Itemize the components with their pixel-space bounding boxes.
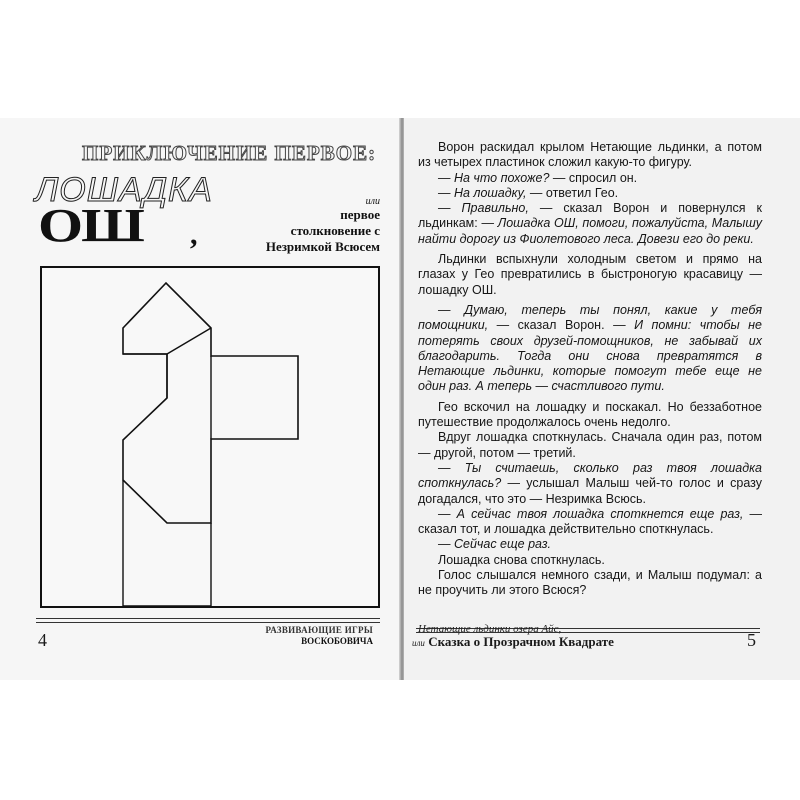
story-paragraph bbox=[418, 186, 762, 201]
horse-head-edge bbox=[123, 328, 211, 354]
horse-legs-edge bbox=[123, 480, 211, 606]
narration-text: — ответил Гео. bbox=[526, 185, 619, 200]
dialog-italic: — На что похоже? bbox=[438, 170, 550, 185]
story-paragraph: Гео вскочил на лошадку и поскакал. Но беззаботное путешествие продолжалось очень недолго. bbox=[418, 399, 762, 430]
story-paragraph bbox=[418, 201, 762, 247]
dialog-italic: — Лошадка ОШ, помоги, пожалуйста, Малышу найти дорогу из Фиолетового леса. Довези его до реки. bbox=[418, 216, 762, 246]
dialog-italic: — На лошадку, bbox=[438, 185, 527, 200]
running-title bbox=[412, 634, 614, 650]
narration-text: — сказал Ворон. bbox=[488, 318, 614, 333]
story-paragraph bbox=[418, 303, 762, 395]
story-paragraph: Голос слышался немного сзади, и Малыш подумал: а не проучить ли этого Всюся? bbox=[418, 568, 762, 598]
dialog-italic: — Правильно, bbox=[438, 201, 529, 216]
subtitle-line: столкновение с bbox=[290, 223, 380, 238]
right-page bbox=[404, 118, 800, 680]
story-paragraph bbox=[418, 507, 762, 538]
narration-text: — сказал тот, и лошадка действительно споткнулась. bbox=[418, 506, 762, 537]
story-paragraph: Ворон раскидал крылом Нетающие льдинки, а потом из четырех пластинок сложил какую-то фигуру. bbox=[418, 140, 762, 170]
book-spread bbox=[0, 118, 800, 680]
running-title-lead: или bbox=[412, 638, 425, 648]
dialog-italic: — И помни: чтобы не потерять своих друзей-помощников, не забывай их благодарить. Тогда они снова превратятся в Нетающие льдинки, которые помогут тебе еще не один раз. А теперь — счастливого пути. bbox=[418, 318, 763, 394]
story-paragraph bbox=[418, 171, 762, 186]
subtitle bbox=[258, 196, 380, 255]
series-name: РАЗВИВАЮЩИЕ ИГРЫ bbox=[265, 625, 373, 635]
page-number: 5 bbox=[747, 630, 756, 650]
dialog-italic: — А сейчас твоя лошадка споткнется еще раз, bbox=[438, 506, 744, 521]
story-paragraph bbox=[418, 461, 762, 507]
narration-text: — услышал Малыш чей-то голос и сразу догадался, что это — Незримка Всюсь. bbox=[418, 476, 762, 506]
story-text bbox=[418, 140, 762, 599]
narration-text: — спросил он. bbox=[549, 170, 638, 185]
subtitle-or: или bbox=[365, 196, 380, 207]
dialog-italic: — Ты считаешь, сколько раз твоя лошадка споткнулась? bbox=[418, 460, 762, 491]
dialog-italic: — Сейчас еще раз. bbox=[438, 537, 551, 552]
page-number: 4 bbox=[38, 630, 47, 650]
subtitle-line: Незримкой Всюсем bbox=[265, 239, 380, 254]
subtitle-line: первое bbox=[340, 207, 380, 222]
puzzle-frame bbox=[40, 266, 380, 608]
horse-puzzle-figure bbox=[42, 268, 378, 606]
narration-text: — сказал Ворон и повернулся к льдинкам: bbox=[418, 201, 763, 231]
story-paragraph: Вдруг лошадка споткнулась. Сначала один раз, потом — другой, потом — третий. bbox=[418, 430, 762, 460]
running-title-text: Сказка о Прозрачном Квадрате bbox=[428, 634, 614, 649]
dialog-italic: — Думаю, теперь ты понял, какие у тебя помощники, bbox=[418, 302, 762, 333]
title-big: ОШ bbox=[38, 198, 143, 253]
footer-rule bbox=[36, 618, 380, 623]
title-word: ЛОШАДКА bbox=[35, 171, 213, 209]
running-head-italic: Нетающие льдинки озера Айс, bbox=[418, 623, 562, 635]
series-author: ВОСКОБОВИЧА bbox=[301, 636, 373, 646]
chapter-heading: ПРИКЛЮЧЕНИЕ ПЕРВОЕ: bbox=[82, 141, 377, 165]
story-paragraph: Льдинки вспыхнули холодным светом и прямо на глазах у Гео превратились в быстроногую красавицу — лошадку ОШ. bbox=[418, 252, 762, 297]
story-paragraph: Лошадка снова споткнулась. bbox=[438, 552, 605, 567]
story-paragraph bbox=[418, 537, 762, 552]
title-comma: , bbox=[190, 218, 198, 251]
left-page bbox=[0, 118, 400, 680]
